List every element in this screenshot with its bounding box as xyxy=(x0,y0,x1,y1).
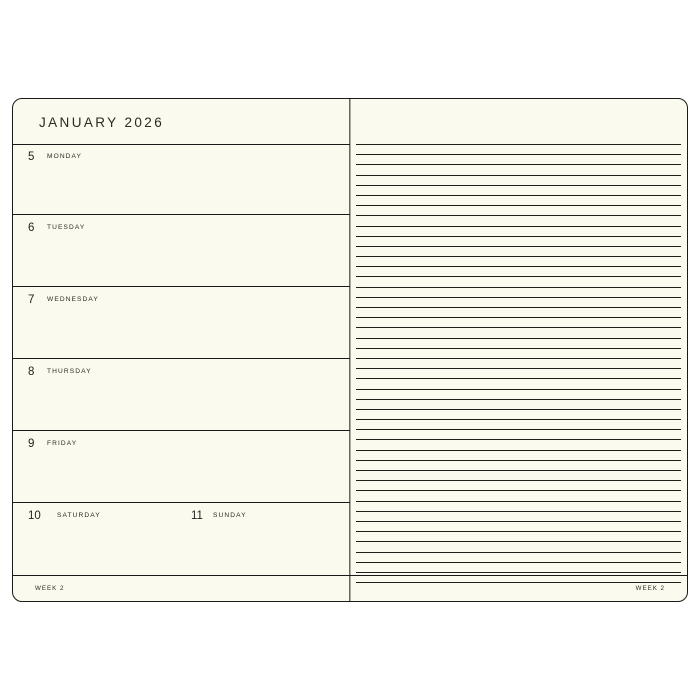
note-rule-line xyxy=(356,409,681,410)
note-rule-line xyxy=(356,429,681,430)
note-rule-line xyxy=(356,276,681,277)
note-rule-line xyxy=(356,582,681,583)
note-rule-line xyxy=(356,368,681,369)
note-rule-line xyxy=(356,195,681,196)
day-number-thursday: 8 xyxy=(28,366,35,378)
day-label-friday: FRIDAY xyxy=(47,440,78,447)
day-row-wednesday[interactable] xyxy=(13,287,350,359)
note-rule-line xyxy=(356,144,681,145)
day-label-wednesday: WEDNESDAY xyxy=(47,296,99,303)
note-rule-line xyxy=(356,307,681,308)
note-rule-line xyxy=(356,358,681,359)
note-rule-line xyxy=(356,327,681,328)
planner-spread xyxy=(12,98,688,602)
page-title: JANUARY 2026 xyxy=(39,115,165,130)
note-rule-line xyxy=(356,531,681,532)
note-rule-line xyxy=(356,215,681,216)
note-rule-line xyxy=(356,562,681,563)
note-rule-line xyxy=(356,205,681,206)
note-rule-line xyxy=(356,246,681,247)
footer-divider-left xyxy=(13,575,350,576)
note-rule-line xyxy=(356,256,681,257)
day-number-wednesday: 7 xyxy=(28,294,35,306)
note-rule-line xyxy=(356,226,681,227)
day-label-saturday: SATURDAY xyxy=(57,512,101,519)
note-rule-line xyxy=(356,317,681,318)
day-row-friday[interactable] xyxy=(13,431,350,503)
note-rule-line xyxy=(356,439,681,440)
note-rule-line xyxy=(356,521,681,522)
note-rule-line xyxy=(356,154,681,155)
note-rule-line xyxy=(356,399,681,400)
note-rule-line xyxy=(356,236,681,237)
footer-divider-right xyxy=(350,575,687,576)
note-rule-line xyxy=(356,470,681,471)
day-label-tuesday: TUESDAY xyxy=(47,224,86,231)
note-rule-line xyxy=(356,450,681,451)
note-rule-line xyxy=(356,460,681,461)
note-rule-line xyxy=(356,511,681,512)
day-row-weekend[interactable] xyxy=(13,503,350,574)
day-label-sunday: SUNDAY xyxy=(213,512,247,519)
day-number-friday: 9 xyxy=(28,438,35,450)
note-rule-line xyxy=(356,572,681,573)
day-number-monday: 5 xyxy=(28,151,35,163)
day-number-tuesday: 6 xyxy=(28,222,35,234)
day-label-thursday: THURSDAY xyxy=(47,368,92,375)
right-page xyxy=(350,99,687,601)
note-rule-line xyxy=(356,266,681,267)
note-rule-line xyxy=(356,378,681,379)
day-label-monday: MONDAY xyxy=(47,153,83,160)
day-row-thursday[interactable] xyxy=(13,359,350,431)
notes-ruled-area[interactable] xyxy=(356,144,681,592)
left-page xyxy=(13,99,350,601)
note-rule-line xyxy=(356,541,681,542)
day-row-monday[interactable] xyxy=(13,144,350,215)
note-rule-line xyxy=(356,338,681,339)
day-row-tuesday[interactable] xyxy=(13,215,350,287)
day-number-sunday: 11 xyxy=(191,510,203,522)
note-rule-line xyxy=(356,348,681,349)
note-rule-line xyxy=(356,297,681,298)
note-rule-line xyxy=(356,419,681,420)
note-rule-line xyxy=(356,480,681,481)
note-rule-line xyxy=(356,389,681,390)
note-rule-line xyxy=(356,185,681,186)
note-rule-line xyxy=(356,287,681,288)
note-rule-line xyxy=(356,552,681,553)
note-rule-line xyxy=(356,175,681,176)
note-rule-line xyxy=(356,501,681,502)
note-rule-line xyxy=(356,490,681,491)
week-label-right: WEEK 2 xyxy=(635,585,665,592)
day-number-saturday: 10 xyxy=(28,510,41,522)
week-label-left: WEEK 2 xyxy=(35,585,65,592)
note-rule-line xyxy=(356,164,681,165)
